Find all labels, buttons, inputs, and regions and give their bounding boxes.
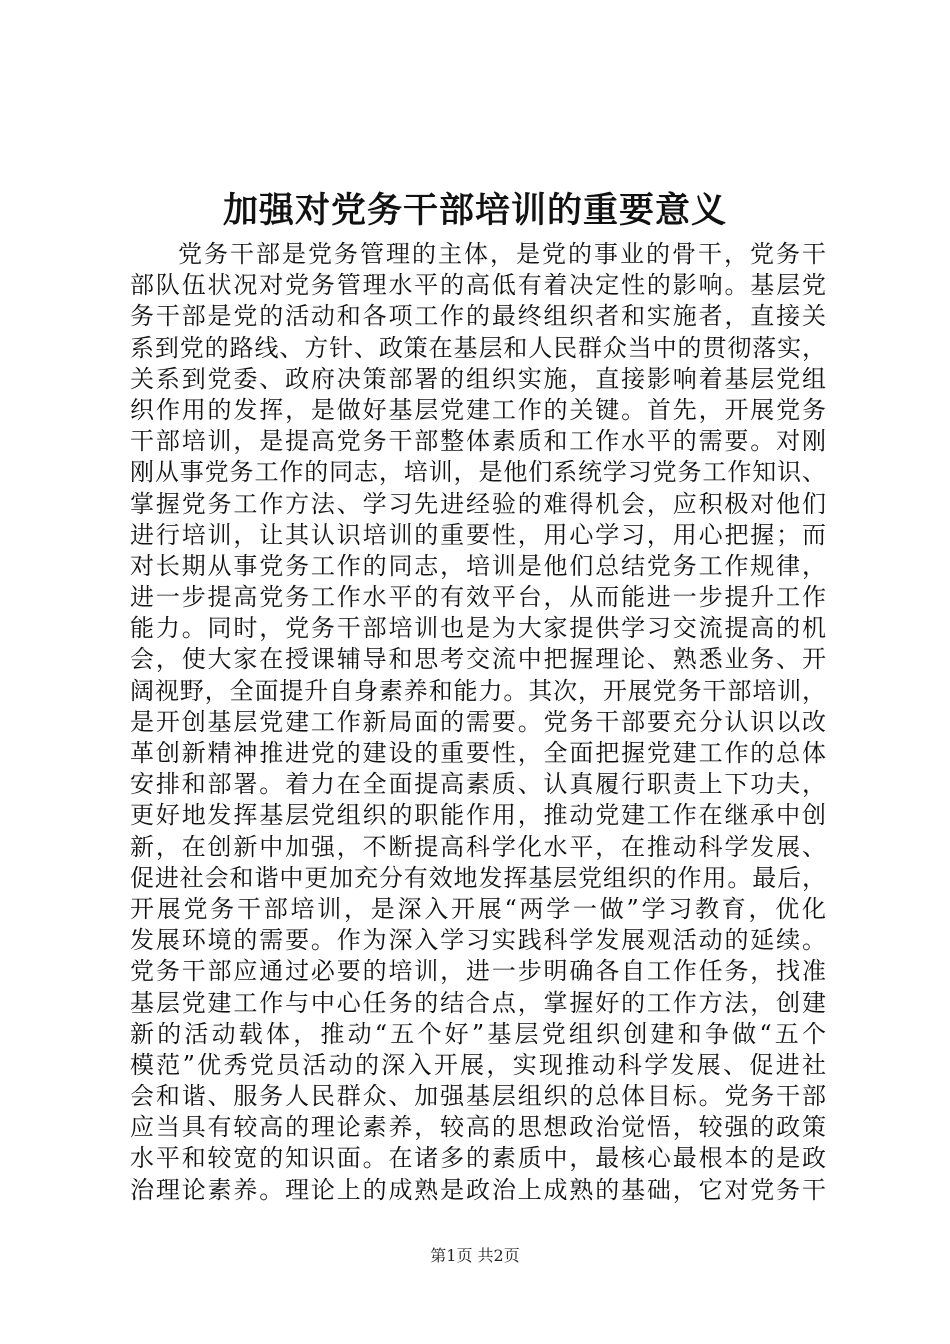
text-line: 部队伍状况对党务管理水平的高低有着决定性的影响。基层党 <box>130 271 826 300</box>
text-line: 系到党的路线、方针、政策在基层和人民群众当中的贯彻落实， <box>130 333 826 362</box>
text-line: 务干部是党的活动和各项工作的最终组织者和实施者，直接关 <box>130 302 826 331</box>
text-line: 是开创基层党建工作新局面的需要。党务干部要充分认识以改 <box>130 707 826 736</box>
text-line: 水平和较宽的知识面。在诸多的素质中，最核心最根本的是政 <box>130 1144 826 1173</box>
text-line: 党务干部应通过必要的培训，进一步明确各自工作任务，找准 <box>130 957 826 986</box>
text-line: 会，使大家在授课辅导和思考交流中把握理论、熟悉业务、开 <box>130 645 826 674</box>
text-line: 新，在创新中加强，不断提高科学化水平，在推动科学发展、 <box>130 832 826 861</box>
text-line: 阔视野，全面提升自身素养和能力。其次，开展党务干部培训， <box>130 676 826 705</box>
text-line: 关系到党委、政府决策部署的组织实施，直接影响着基层党组 <box>130 364 826 393</box>
text-line: 能力。同时，党务干部培训也是为大家提供学习交流提高的机 <box>130 614 826 643</box>
text-line: 发展环境的需要。作为深入学习实践科学发展观活动的延续。 <box>130 926 826 955</box>
text-line: 织作用的发挥，是做好基层党建工作的关键。首先，开展党务 <box>130 395 826 424</box>
text-line: 掌握党务工作方法、学习先进经验的难得机会，应积极对他们 <box>130 489 826 518</box>
text-line: 治理论素养。理论上的成熟是政治上成熟的基础，它对党务干 <box>130 1175 826 1204</box>
text-line: 对长期从事党务工作的同志，培训是他们总结党务工作规律， <box>130 551 826 580</box>
page-number-footer: 第1页 共2页 <box>430 1246 520 1265</box>
text-line: 开展党务干部培训，是深入开展“两学一做”学习教育，优化 <box>130 894 826 923</box>
text-line: 干部培训，是提高党务干部整体素质和工作水平的需要。对刚 <box>130 427 826 456</box>
text-line: 安排和部署。着力在全面提高素质、认真履行职责上下功夫， <box>130 770 826 799</box>
text-line: 革创新精神推进党的建设的重要性，全面把握党建工作的总体 <box>130 739 826 767</box>
body-paragraph <box>130 239 826 1206</box>
text-line: 应当具有较高的理论素养，较高的思想政治觉悟，较强的政策 <box>130 1113 826 1142</box>
text-line: 促进社会和谐中更加充分有效地发挥基层党组织的作用。最后， <box>130 863 826 892</box>
text-line: 更好地发挥基层党组织的职能作用，推动党建工作在继承中创 <box>130 801 826 830</box>
text-line: 会和谐、服务人民群众、加强基层组织的总体目标。党务干部 <box>130 1082 826 1111</box>
text-line: 进行培训，让其认识培训的重要性，用心学习，用心把握；而 <box>130 520 826 549</box>
text-line: 刚从事党务工作的同志，培训，是他们系统学习党务工作知识、 <box>130 458 826 487</box>
text-line: 新的活动载体，推动“五个好”基层党组织创建和争做“五个 <box>130 1019 826 1048</box>
text-line: 党务干部是党务管理的主体，是党的事业的骨干，党务干 <box>178 240 826 268</box>
text-line: 模范”优秀党员活动的深入开展，实现推动科学发展、促进社 <box>130 1050 826 1079</box>
page-title: 加强对党务干部培训的重要意义 <box>222 190 727 231</box>
text-line: 进一步提高党务工作水平的有效平台，从而能进一步提升工作 <box>130 583 826 612</box>
text-line: 基层党建工作与中心任务的结合点，掌握好的工作方法，创建 <box>130 988 826 1017</box>
